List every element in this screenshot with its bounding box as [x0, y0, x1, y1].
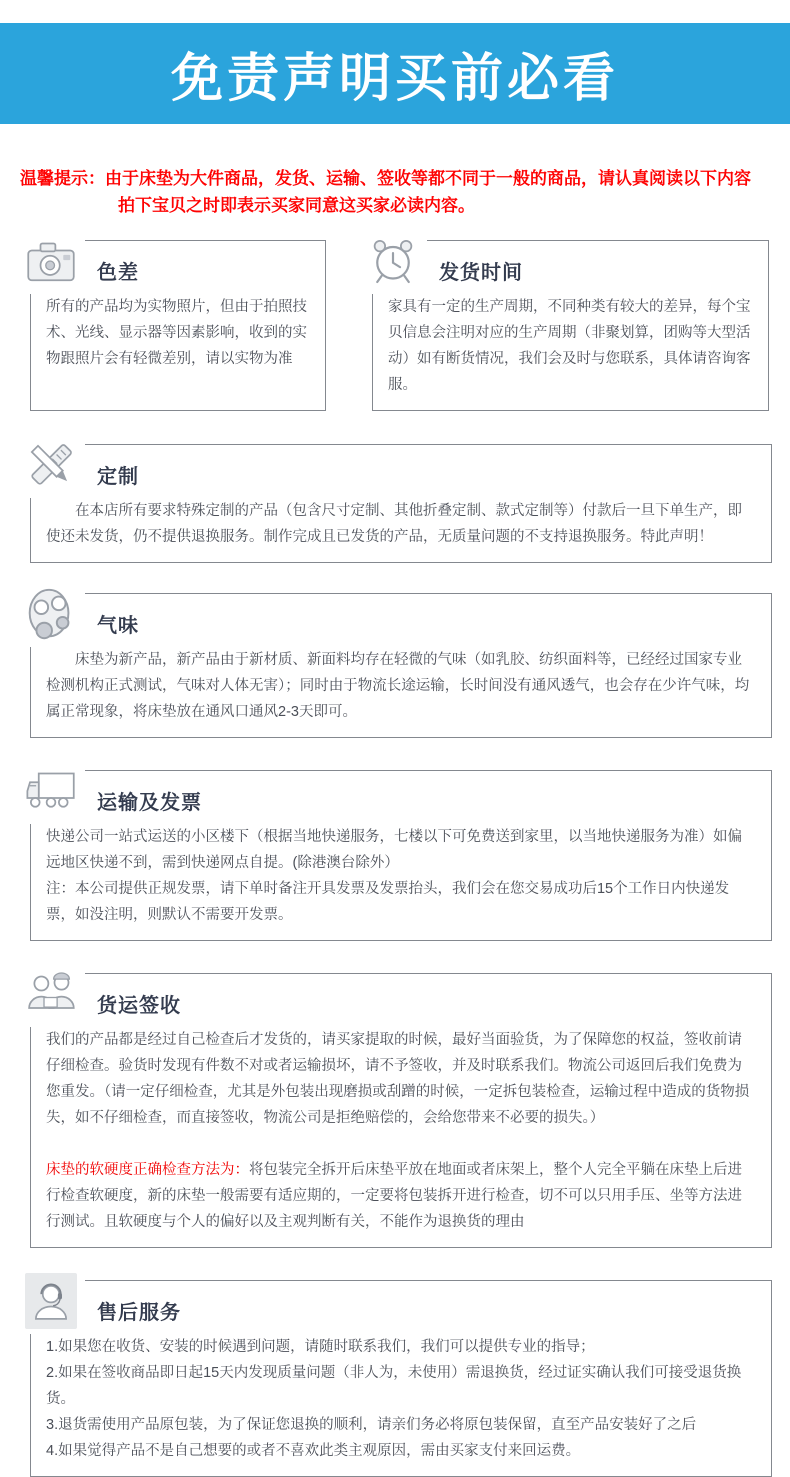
top-row — [30, 240, 772, 411]
section-odor — [30, 593, 772, 738]
highlight-rest: 将包装完全拆开后床垫平放在地面或者床架上，整个人完全平躺在床垫上后进行检查软硬度，新的床垫一般需要有适应期的，一定要将包装拆开进行检查，切不可以只用手压、坐等方法进行测试。且软硬度与个人的偏好以及主观判断有关，不能作为退换货的理由 — [46, 1162, 742, 1230]
section-title: 运输及发票 — [97, 792, 202, 814]
sections-container — [30, 240, 772, 1477]
section-paragraph: 快递公司一站式运送的小区楼下（根据当地快递服务，七楼以下可免费送到家里，以当地快递服务为准）如偏远地区快递不到，需到快递网点自提。(除港澳台除外） — [46, 829, 742, 871]
camera-icon — [17, 228, 85, 294]
after-sales-item: 3.退货需使用产品原包装，为了保证您退换的顺利，请亲们务必将原包装保留，直至产品安装好了之后 — [46, 1417, 697, 1433]
section-shipping-invoice — [30, 770, 772, 941]
section-body — [46, 498, 756, 550]
section-paragraph: 我们的产品都是经过自己检查后才发货的，请买家提取的时候，最好当面验货，为了保障您的权益，签收前请仔细检查。验货时发现有件数不对或者运输损坏，请不予签收，并及时联系我们。物流公司返回后我们免费为您重发。（请一定仔细检查，尤其是外包装出现磨损或刮蹭的时候，一定拆包装检查，运输过程中造成的货物损失，如不仔细检查，而直接签收，物流公司是拒绝赔偿的，会给您带来不必要的损失。） — [46, 1032, 750, 1126]
alarm-clock-icon — [359, 228, 427, 294]
section-body — [46, 294, 310, 372]
section-after-sales — [30, 1280, 772, 1477]
section-shipping-time — [372, 240, 769, 411]
after-sales-item: 4.如果觉得产品不是自己想要的或者不喜欢此类主观原因，需由买家支付来回运费。 — [46, 1443, 581, 1459]
section-paragraph: 床垫为新产品，新产品由于新材质、新面料均存在轻微的气味（如乳胶、纺织面料等，已经经过国家专业检测机构正式测试，气味对人体无害）；同时由于物流长途运输，长时间没有通风透气，也会存在少许气味，均属正常现象，将床垫放在通风口通风2-3天即可。 — [46, 652, 750, 720]
section-title: 气味 — [97, 615, 139, 637]
mattress-check-method — [46, 1157, 756, 1235]
gas-mask-icon — [17, 581, 85, 647]
section-body — [46, 824, 756, 928]
after-sales-item: 2.如果在签收商品即日起15天内发现质量问题（非人为，未使用）需退换货，经过证实确认我们可接受退货换货。 — [46, 1365, 742, 1407]
section-body — [46, 647, 756, 725]
warm-notice — [20, 165, 772, 219]
section-freight-acceptance — [30, 973, 772, 1248]
section-title: 发货时间 — [439, 262, 523, 284]
section-body — [46, 1027, 756, 1235]
page-title: 免责声明买前必看 — [170, 50, 619, 108]
pencil-ruler-icon — [17, 432, 85, 498]
section-title: 定制 — [97, 466, 139, 488]
section-customization — [30, 444, 772, 563]
service-agent-icon — [17, 1268, 85, 1334]
section-color-difference — [30, 240, 326, 411]
section-paragraph: 所有的产品均为实物照片，但由于拍照技术、光线、显示器等因素影响，收到的实物跟照片会有轻微差别，请以实物为准 — [46, 299, 307, 367]
section-title: 色差 — [97, 262, 139, 284]
section-body — [388, 294, 753, 398]
truck-icon — [17, 758, 85, 824]
section-paragraph: 在本店所有要求特殊定制的产品（包含尺寸定制、其他折叠定制、款式定制等）付款后一旦下单生产，即使还未发货，仍不提供退换服务。制作完成且已发货的产品，无质量问题的不支持退换服务。特此声明！ — [46, 503, 742, 545]
service-agent-photo — [25, 1273, 77, 1329]
warm-notice-line2: 拍下宝贝之时即表示买家同意这买家必读内容。 — [118, 196, 475, 215]
section-body — [46, 1334, 756, 1464]
section-title: 售后服务 — [97, 1302, 181, 1324]
after-sales-item: 1.如果您在收货、安装的时候遇到问题，请随时联系我们，我们可以提供专业的指导； — [46, 1339, 595, 1355]
page-title-banner — [0, 23, 790, 124]
section-paragraph: 注：本公司提供正规发票，请下单时备注开具发票及发票抬头，我们会在您交易成功后15个工作日内快递发票，如没注明，则默认不需要开发票。 — [46, 881, 730, 923]
workers-icon — [17, 961, 85, 1027]
section-title: 货运签收 — [97, 995, 181, 1017]
highlight-lead: 床垫的软硬度正确检查方法为： — [46, 1162, 249, 1178]
section-paragraph: 家具有一定的生产周期，不同种类有较大的差异，每个宝贝信息会注明对应的生产周期（非聚划算，团购等大型活动）如有断货情况，我们会及时与您联系，具体请咨询客服。 — [388, 299, 751, 393]
warm-notice-line1: 温馨提示：由于床垫为大件商品，发货、运输、签收等都不同于一般的商品，请认真阅读以下内容 — [20, 169, 751, 188]
